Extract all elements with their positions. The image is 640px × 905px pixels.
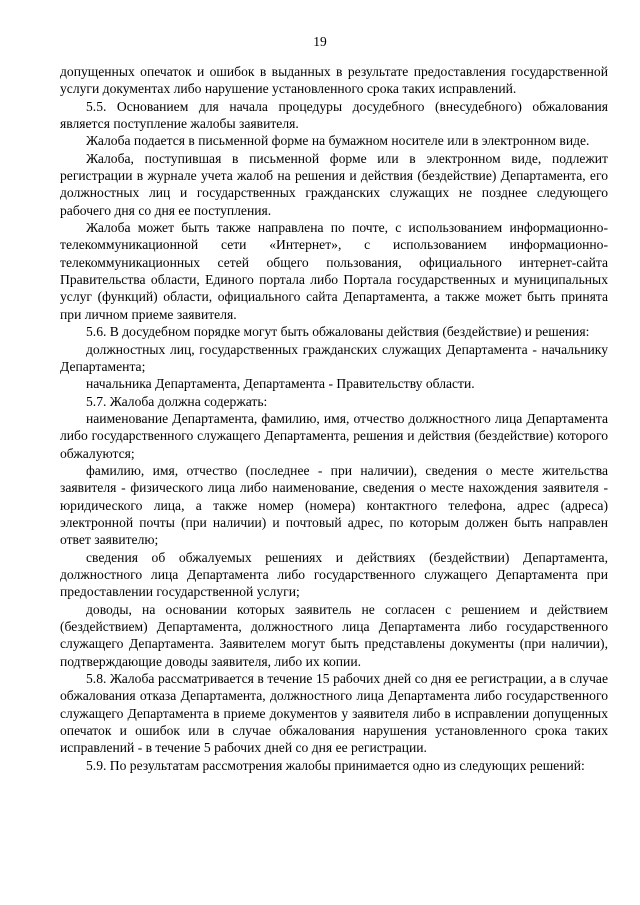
paragraph-officials: должностных лиц, государственных гражданских служащих Департамента - начальнику Департамента; <box>60 341 608 374</box>
paragraph-5-5: 5.5. Основанием для начала процедуры досудебного (внесудебного) обжалования является поступление жалобы заявителя. <box>60 98 608 132</box>
paragraph-5-9: 5.9. По результатам рассмотрения жалобы принимается одно из следующих решений: <box>86 757 585 773</box>
document-body <box>60 63 608 774</box>
paragraph-continuation: допущенных опечаток и ошибок в выданных в результате предоставления государственной услуги документах либо нарушение установленного срока таких исправлений. <box>60 64 608 97</box>
paragraph-department-name: наименование Департамента, фамилию, имя, отчество должностного лица Департамента либо государственного служащего Департамента, решения и действия (бездействие) которого обжалуются; <box>60 410 608 461</box>
paragraph-complaint-registration: Жалоба, поступившая в письменной форме или в электронном виде, подлежит регистрации в журнале учета жалоб на решения и действия (бездействие) Департамента, его должностных лиц и государственных гражданских служащих не позднее следующего рабочего дня со дня ее поступления. <box>60 150 608 218</box>
paragraph-5-7: 5.7. Жалоба должна содержать: <box>86 393 268 409</box>
paragraph-complaint-channels: Жалоба может быть также направлена по почте, с использованием информационно-телекоммуникационной сети «Интернет», с использованием информационно-телекоммуникационных сетей общего пользования, официального интернет-сайта Правительства области, Единого портала либо Портала государственных и муниципальных услуг (функций) области, официального сайта Департамента, а также может быть принята при личном приеме заявителя. <box>60 220 608 322</box>
paragraph-applicant-details: фамилию, имя, отчество (последнее - при наличии), сведения о месте жительства заявителя - физического лица либо наименование, сведения о месте нахождения заявителя - юридического лица, а также номер (номера) контактного телефона, адрес (адреса) электронной почты (при наличии) и почтовый адрес, по которым должен быть направлен ответ заявителю; <box>60 462 608 548</box>
paragraph-arguments: доводы, на основании которых заявитель не согласен с решением и действием (бездействием) Департамента, должностного лица Департамента либо государственного служащего Департамента. Заявителем могут быть представлены документы (при наличии), подтверждающие доводы заявителя, либо их копии. <box>60 601 608 669</box>
paragraph-appealed-decisions: сведения об обжалуемых решениях и действиях (бездействии) Департамента, должностного лица Департамента либо государственного служащего Департамента при предоставлении государственной услуги; <box>60 549 608 600</box>
paragraph-head-of-department: начальника Департамента, Департамента - Правительству области. <box>86 376 475 392</box>
paragraph-5-6: 5.6. В досудебном порядке могут быть обжалованы действия (бездействие) и решения: <box>86 324 590 340</box>
paragraph-5-8: 5.8. Жалоба рассматривается в течение 15 рабочих дней со дня ее регистрации, а в случае обжалования отказа Департамента, должностного лица Департамента либо государственного служащего Департамента в приеме документов у заявителя либо в исправлении допущенных опечаток и ошибок или в случае обжалования нарушения установленного срока таких исправлений - в течение 5 рабочих дней со дня ее регистрации. <box>60 671 608 756</box>
paragraph-complaint-form: Жалоба подается в письменной форме на бумажном носителе или в электронном виде. <box>86 133 590 149</box>
page-number: 19 <box>313 34 327 49</box>
